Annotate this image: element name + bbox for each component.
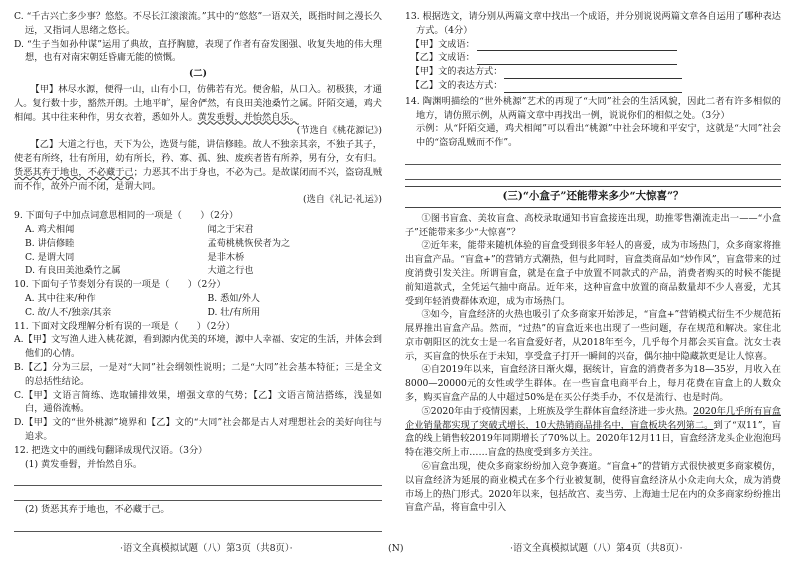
q13-fill-1 [405, 38, 781, 52]
q10-option-a: A. 其中往来/种作 [25, 292, 96, 304]
q9-option-a: A. 鸡犬相闻 [25, 223, 75, 235]
q9-option-b-compare: 孟荀桃桃恢侯者为之 [207, 237, 291, 249]
article-paragraph-4: ④自2019年以来，盲盒经济日渐火爆，据统计，盲盒的消费者多为18—35岁，月收入在8000—20000元的女性或学生群体。在一些盲盒电商平台上，每月花费在盲盒上的人数众多，购买盲盒产品的人中超过50%是在买公仔类手办，不仅是流行、也是时尚。 [405, 364, 781, 404]
passage-yi-underlined: 货恶其弃于地也，不必藏于己 [14, 166, 134, 178]
q12-item-2: (2) 货恶其弃于地也，不必藏于己。 [25, 504, 170, 516]
q13-answer-4[interactable] [504, 82, 682, 93]
article-paragraph-5-a: ⑤2020年由于疫情因素，上班族及学生群体盲盒经济进一步火热。 [421, 405, 694, 417]
q13-label-1: 【甲】文成语： [410, 38, 475, 50]
question-13: 13. 根据选文，请分别从两篇文章中找出一个成语，并分别说说两篇文章各自运用了哪种表达方式。（4分） [405, 11, 781, 36]
passage-yi-source: (选自《礼记·礼运》) [303, 194, 382, 206]
q14-answer-line-2[interactable] [405, 167, 781, 180]
footer-page-4: ·语文全真模拟试题（八）第4页（共8页）· [510, 543, 683, 554]
passage-yi-text-b: ；力恶其不出于身也，不必为己。是故谋闭而不兴，盗窃乱贼而不作，故外户而不闭，是谓大同。 [14, 166, 383, 192]
q10-option-c: C. 故/人不/独亲/其亲 [25, 306, 112, 318]
q13-fill-4 [405, 79, 781, 93]
q9-option-d: D. 有良田美池桑竹之属 [25, 265, 121, 277]
q13-label-2: 【乙】文成语： [410, 52, 475, 64]
article-paragraph-3: ③如今，盲盒经济的火热也吸引了众多商家开始涉足，“盲盒+”营销模式衍生不少规范拓展界推出盲盒产品。然而，“过热”的盲盒近来也出现了一些问题，存在规范和解决。家住北京市朝阳区的沈女士是一名盲盒爱好者，从2018年至今，几乎每个月都会买盲盒。沈女士表示，买盲盒的快乐在于未知，享受盒子打开一瞬间的兴奋，偶尔抽中隐藏款更是让人惊喜。 [405, 309, 781, 362]
question-10: 10. 下面句子节奏划分有误的一项是（ ）（2分） [14, 279, 226, 291]
q9-option-c: C. 是谓大同 [25, 251, 75, 263]
q9-option-d-compare: 大道之行也 [207, 265, 254, 277]
q8-option-d: D. “生子当如孙仲谋”运用了典故，直抒胸臆，表现了作者有奋发图强、收复失地的伟大理想，也有对南宋朝廷昏庸无能的愤慨。 [14, 38, 382, 64]
passage-yi [14, 138, 382, 193]
q11-option-d: D.【甲】文的“世外桃源”境界和【乙】文的“大同”社会都是古人对理想社会的美好向往与追求。 [14, 417, 382, 442]
footer-mark: (N) [388, 543, 404, 554]
article-paragraph-1: ①图书盲盒、美妆盲盒、高校录取通知书盲盒接连出现，助推零售潮流走出一——“小盒子”还能带来多少“大惊喜”？ [405, 212, 781, 238]
article-paragraph-5-underlined: 2020年几乎所有盲盒企业销量都实现了突破式增长，10大热销商品排名中，盲盒板块名列第二。 [405, 405, 781, 431]
q11-option-a: A.【甲】文写渔人进入桃花源，看到源内优美的环境，源中人幸福、安定的生活，并体会到他们的心情。 [14, 334, 382, 360]
passage-jia-underlined: 黄发垂髫，并怡然自乐。 [197, 111, 299, 123]
article-paragraph-5 [405, 405, 781, 460]
section-two-heading: (二) [189, 68, 207, 80]
passage-jia-text: 【甲】林尽水源，便得一山，山有小口，仿佛若有光。便舍船，从口入。初极狭，才通人。复行数十步，豁然开朗。土地平旷，屋舍俨然，有良田美池桑竹之属。阡陌交通，鸡犬相闻。其中往来种作，男女衣着，悉如外人。 [14, 83, 382, 123]
q10-option-d: D. 壮/有所用 [207, 306, 261, 318]
left-column [14, 10, 382, 534]
q14-answer-line-1[interactable] [405, 152, 781, 165]
q13-fill-2 [405, 51, 781, 65]
q14-example: 示例：从“阡陌交通，鸡犬相闻”可以看出“桃源”中社会环境和平安宁，这就是“大同”社会中的“盗窃乱贼而不作”。 [416, 123, 781, 149]
question-12: 12. 把选文中的画线句翻译成现代汉语。（3分） [14, 444, 208, 456]
question-11: 11. 下面对文段理解分析有误的一项是（ ）（2分） [14, 320, 235, 332]
q13-answer-3[interactable] [504, 68, 682, 79]
passage-jia [14, 83, 382, 124]
footer-page-3: ·语文全真模拟试题（八）第3页（共8页）· [120, 543, 293, 554]
q12-item-1: (1) 黄发垂髫，并怡然自乐。 [25, 458, 143, 470]
q11-option-c: C.【甲】文语言简练、选取铺排效果，增强文章的气势；【乙】文语言简洁搭练，浅显如白，通俗流畅。 [14, 389, 382, 415]
q13-label-4: 【乙】文的表达方式： [410, 79, 503, 91]
question-14: 14. 陶渊明描绘的“世外桃源”艺术的再现了“大同”社会的生活风貌，因此二者有许多相似的地方，请仿照示例，从两篇文章中再找出一例，说说你们的相似之处。（3分） [405, 95, 781, 121]
passage-yi-text-a: 【乙】大道之行也，天下为公，选贤与能，讲信修睦。故人不独亲其亲，不独子其子，使老有所终，壮有所用，幼有所长，矜、寡、孤、独、废疾者皆有所养，男有分，女有归。 [14, 139, 382, 164]
article-paragraph-6: ⑥盲盒出现，使众多商家纷纷加入竞争赛道。“盲盒+”的营销方式很快被更多商家模仿，以盲盒经济为延展的商业模式在多个行业被复制，使得盲盒经济从小众走向大众，成为消费市场上的热门形式。2020年以来，包括故宫、麦当劳、上海迪士尼在内的众多商家纷纷推出盲盒产品，将盲盒中引入 [405, 461, 781, 514]
q8-option-c: C. “千古兴亡多少事？悠悠。不尽长江滚滚流。”其中的“悠悠”一语双关，既指时间之漫长久远，又指词人思绪之悠长。 [14, 11, 382, 36]
q11-option-b: B.【乙】分为三层，一是对“大同”社会纲领性说明；二是“大同”社会基本特征；三是全文的总括性结论。 [14, 361, 382, 387]
q12-answer-line-2[interactable] [14, 488, 382, 501]
article-paragraph-2: ②近年来，能带来随机体验的盲盒受到很多年轻人的喜爱，成为市场热门，众多商家将推出盲盒产品。“盲盒+”的营销方式潮热，但与此同时，盲盒类商品如“炒作风”，盲盒带来的过度消费引发关注。所谓盲盒，就是在盒子中放置不同款式的产品，消费者购买的时候不能提前知道款式，全凭运气抽中商品。近年来，这种盲盒中放置的商品数量却不少人喜爱，尤其受到年轻消费群体欢迎，成为市场热门。 [405, 240, 781, 307]
q12-answer-line-3[interactable] [14, 519, 382, 532]
section-three-heading: (三)“小盒子”还能带来多少“大惊喜”？ [405, 186, 781, 208]
q9-option-b: B. 讲信修睦 [25, 237, 75, 249]
q9-option-a-compare: 闻之于宋君 [207, 223, 254, 235]
question-10-options [14, 292, 382, 320]
q13-fill-3 [405, 65, 781, 79]
q13-answer-2[interactable] [477, 54, 677, 65]
question-9-options [14, 223, 382, 278]
q10-option-b: B. 悉如/外人 [207, 292, 260, 304]
article-paragraph-5-b: 到了“双11”，盲盒的线上销售较2019年同期增长了70%以上。2020年12月11日，盲盒经济龙头企业泡泡玛特在港交所上市……盲盒的热度受到多方关注。 [405, 419, 781, 459]
q13-label-3: 【甲】文的表达方式： [410, 66, 503, 78]
q13-answer-1[interactable] [477, 40, 677, 51]
right-column [405, 10, 781, 515]
passage-jia-source: (节选自《桃花源记》) [296, 125, 382, 137]
q9-option-c-compare: 是非木桥 [207, 251, 245, 263]
question-9: 9. 下面句子中加点词意思相同的一项是（ ）（2分） [14, 210, 239, 222]
q12-answer-line-1[interactable] [14, 473, 382, 486]
